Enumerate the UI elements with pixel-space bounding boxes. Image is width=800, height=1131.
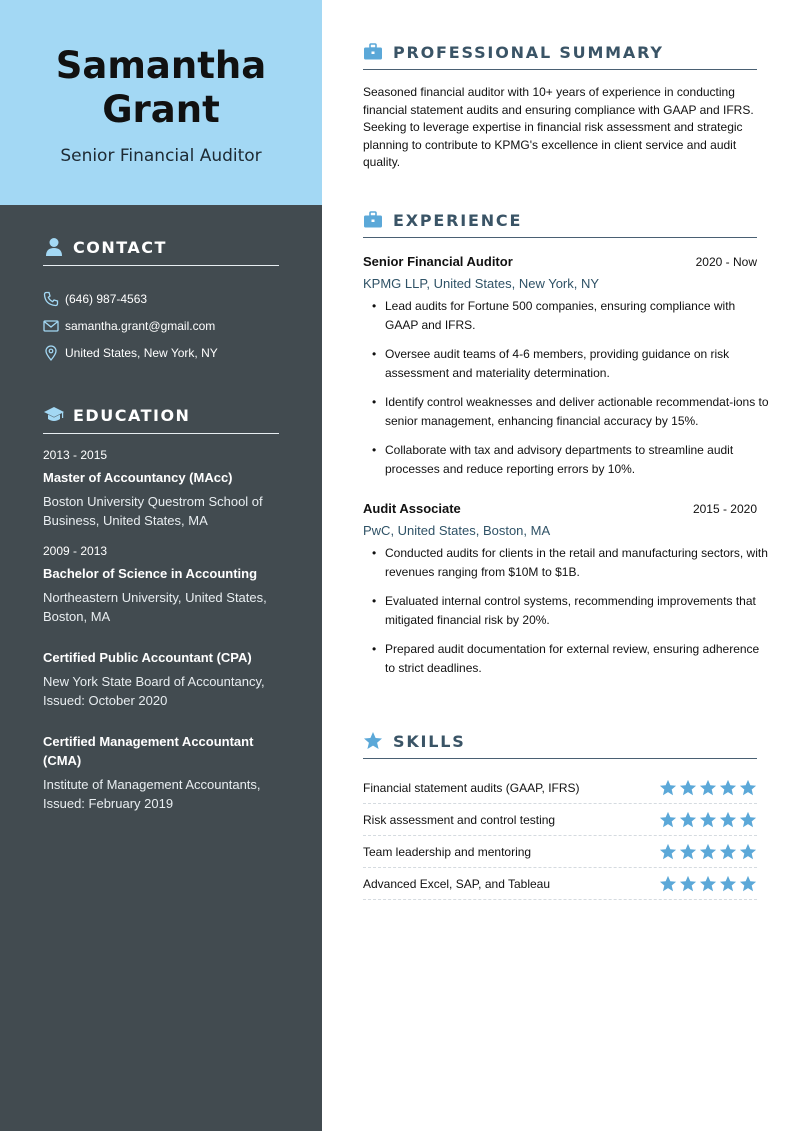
job-bullet: • Lead audits for Fortune 500 companies, ensuring compliance with GAAP and IFRS. <box>363 297 769 335</box>
education-years: 2013 - 2015 <box>43 448 108 462</box>
rating-star-icon <box>699 779 717 797</box>
skills-heading <box>363 731 757 759</box>
candidate-name-text: Samantha Grant <box>55 44 267 131</box>
skill-rating <box>659 843 757 861</box>
job-bullet: • Identify control weaknesses and deliver actionable recommendat-ions to senior management, enhancing financial accuracy by 15%. <box>363 393 769 431</box>
summary-text: Seasoned financial auditor with 10+ years of experience in conducting financial statement audits and ensuring compliance with GAAP and IFRS. Seeking to leverage expertise in financial risk assessment and strategic planning to contribute to KPMG's excellence in client service and audit quality. <box>363 85 754 169</box>
rating-star-icon <box>659 811 677 829</box>
job-entry <box>363 501 768 678</box>
envelope-icon <box>43 318 59 334</box>
rating-star-icon <box>679 875 697 893</box>
skill-rating <box>659 779 757 797</box>
experience-title: EXPERIENCE <box>393 210 523 230</box>
rating-star-icon <box>739 811 757 829</box>
rating-star-icon <box>719 875 737 893</box>
education-entry <box>43 544 279 626</box>
skill-row <box>363 836 757 868</box>
education-heading <box>43 404 279 434</box>
rating-star-icon <box>699 843 717 861</box>
location-text: United States, New York, NY <box>65 345 218 360</box>
job-bullets <box>363 544 768 678</box>
skill-row <box>363 804 757 836</box>
rating-star-icon <box>659 779 677 797</box>
skills-title: SKILLS <box>393 731 466 751</box>
candidate-name <box>0 44 322 132</box>
phone-icon <box>43 291 59 307</box>
job-years: 2020 - Now <box>695 255 757 269</box>
contact-phone[interactable] <box>43 285 279 312</box>
skills-section <box>363 731 757 900</box>
certification-name: Certified Management Accountant (CMA) <box>43 734 254 768</box>
job-bullet: • Prepared audit documentation for external review, ensuring adherence to strict deadlines. <box>363 640 769 678</box>
rating-star-icon <box>659 875 677 893</box>
email-text: samantha.grant@gmail.com <box>65 318 216 333</box>
rating-star-icon <box>739 779 757 797</box>
summary-section <box>363 42 757 172</box>
job-bullet: • Evaluated internal control systems, recommending improvements that mitigated financial risk by 20%. <box>363 592 769 630</box>
name-header <box>0 0 322 205</box>
contact-email[interactable] <box>43 312 279 339</box>
candidate-role: Senior Financial Auditor <box>60 146 262 166</box>
skill-name: Advanced Excel, SAP, and Tableau <box>363 876 551 891</box>
job-title: Audit Associate <box>363 501 461 516</box>
rating-star-icon <box>699 811 717 829</box>
certification-name: Certified Public Accountant (CPA) <box>43 650 252 665</box>
summary-title: PROFESSIONAL SUMMARY <box>393 42 664 62</box>
certification-entry <box>43 732 279 813</box>
job-years: 2015 - 2020 <box>692 502 757 516</box>
skill-row <box>363 868 757 900</box>
job-title: Senior Financial Auditor <box>363 254 513 269</box>
skills-list <box>363 772 757 900</box>
star-icon <box>363 731 383 751</box>
rating-star-icon <box>659 843 677 861</box>
rating-star-icon <box>719 843 737 861</box>
job-bullets <box>363 297 769 479</box>
skill-name: Financial statement audits (GAAP, IFRS) <box>363 780 580 795</box>
rating-star-icon <box>719 811 737 829</box>
job-bullet: • Conducted audits for clients in the retail and manufacturing sectors, with revenues ranging from $10M to $1B. <box>363 544 769 582</box>
rating-star-icon <box>699 875 717 893</box>
phone-text: (646) 987-4563 <box>65 291 148 306</box>
contact-section <box>43 236 279 366</box>
summary-heading <box>363 42 757 70</box>
skill-rating <box>659 811 757 829</box>
rating-star-icon <box>739 843 757 861</box>
location-pin-icon <box>43 345 59 361</box>
contact-location <box>43 339 279 366</box>
education-years: 2009 - 2013 <box>43 544 108 558</box>
briefcase-icon <box>363 42 383 62</box>
experience-heading <box>363 210 757 238</box>
job-bullet: • Collaborate with tax and advisory departments to streamline audit processes and reduce reporting errors by 10%. <box>363 441 769 479</box>
rating-star-icon <box>679 779 697 797</box>
education-section <box>43 404 279 813</box>
skill-rating <box>659 875 757 893</box>
certification-issuer: Institute of Management Accountants, Issued: February 2019 <box>43 777 261 811</box>
certification-entry <box>43 648 279 710</box>
skill-row <box>363 772 757 804</box>
experience-section <box>363 210 769 688</box>
contact-heading <box>43 236 279 266</box>
briefcase-icon <box>363 210 383 230</box>
rating-star-icon <box>679 811 697 829</box>
rating-star-icon <box>679 843 697 861</box>
job-company: KPMG LLP, United States, New York, NY <box>363 276 600 291</box>
certification-issuer: New York State Board of Accountancy, Issued: October 2020 <box>43 674 265 708</box>
rating-star-icon <box>739 875 757 893</box>
rating-star-icon <box>719 779 737 797</box>
education-entry <box>43 448 279 530</box>
skill-name: Risk assessment and control testing <box>363 812 556 827</box>
education-school: Boston University Questrom School of Business, United States, MA <box>43 494 263 528</box>
education-degree: Bachelor of Science in Accounting <box>43 566 258 581</box>
job-bullet: • Oversee audit teams of 4-6 members, providing guidance on risk assessment and materiality determination. <box>363 345 769 383</box>
education-title: EDUCATION <box>73 405 191 425</box>
graduation-cap-icon <box>43 404 65 426</box>
job-company: PwC, United States, Boston, MA <box>363 523 551 538</box>
education-degree: Master of Accountancy (MAcc) <box>43 470 233 485</box>
job-entry <box>363 254 769 479</box>
contact-title: CONTACT <box>73 237 167 257</box>
skill-name: Team leadership and mentoring <box>363 844 532 859</box>
person-icon <box>43 236 65 258</box>
education-school: Northeastern University, United States, Boston, MA <box>43 590 267 624</box>
